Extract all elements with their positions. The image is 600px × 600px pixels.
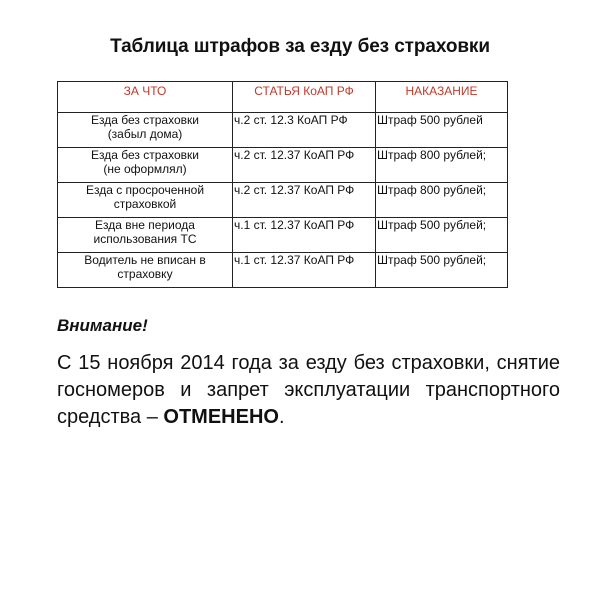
table-row	[58, 218, 508, 253]
cell-what-line1: Езда вне периода	[95, 218, 195, 232]
cell-what-line1: Езда без страховки	[91, 148, 199, 162]
cell-what	[58, 183, 233, 218]
cell-article: ч.2 ст. 12.3 КоАП РФ	[233, 113, 376, 148]
table-row	[58, 148, 508, 183]
table-row	[58, 253, 508, 288]
fines-table	[57, 81, 508, 288]
table-row	[58, 183, 508, 218]
cell-what-line2: страховку	[117, 267, 173, 281]
notice-text: С 15 ноября 2014 года за езду без страховки, снятие госномеров и запрет эксплуатации транспортного средства –	[57, 352, 560, 428]
cell-what	[58, 113, 233, 148]
cell-what-line1: Езда без страховки	[91, 113, 199, 127]
cell-penalty: Штраф 500 рублей	[376, 113, 508, 148]
cell-penalty: Штраф 800 рублей;	[376, 183, 508, 218]
column-header-what: ЗА ЧТО	[58, 82, 233, 113]
cell-what	[58, 253, 233, 288]
cell-what-line2: страховкой	[113, 197, 177, 211]
cell-what-line2: (забыл дома)	[107, 127, 183, 141]
cell-article: ч.1 ст. 12.37 КоАП РФ	[233, 253, 376, 288]
cell-penalty: Штраф 500 рублей;	[376, 253, 508, 288]
table-row	[58, 113, 508, 148]
cell-article: ч.2 ст. 12.37 КоАП РФ	[233, 183, 376, 218]
cell-what-line2: использования ТС	[93, 232, 197, 246]
column-header-penalty: НАКАЗАНИЕ	[376, 82, 508, 113]
column-header-article: СТАТЬЯ КоАП РФ	[233, 82, 376, 113]
page-title: Таблица штрафов за езду без страховки	[110, 36, 490, 57]
cell-penalty: Штраф 800 рублей;	[376, 148, 508, 183]
table-header	[58, 82, 508, 113]
notice-paragraph	[57, 350, 560, 431]
notice-emphasis: ОТМЕНЕНО	[163, 406, 279, 428]
cell-article: ч.2 ст. 12.37 КоАП РФ	[233, 148, 376, 183]
cell-what-line2: (не оформлял)	[103, 162, 187, 176]
notice-ending: .	[278, 406, 285, 428]
table-body	[58, 113, 508, 288]
cell-what-line1: Водитель не вписан в	[84, 253, 206, 267]
table-header-row	[58, 82, 508, 113]
attention-label: Внимание!	[57, 316, 148, 335]
cell-article: ч.1 ст. 12.37 КоАП РФ	[233, 218, 376, 253]
cell-what-line1: Езда с просроченной	[85, 183, 205, 197]
cell-penalty: Штраф 500 рублей;	[376, 218, 508, 253]
cell-what	[58, 148, 233, 183]
cell-what	[58, 218, 233, 253]
